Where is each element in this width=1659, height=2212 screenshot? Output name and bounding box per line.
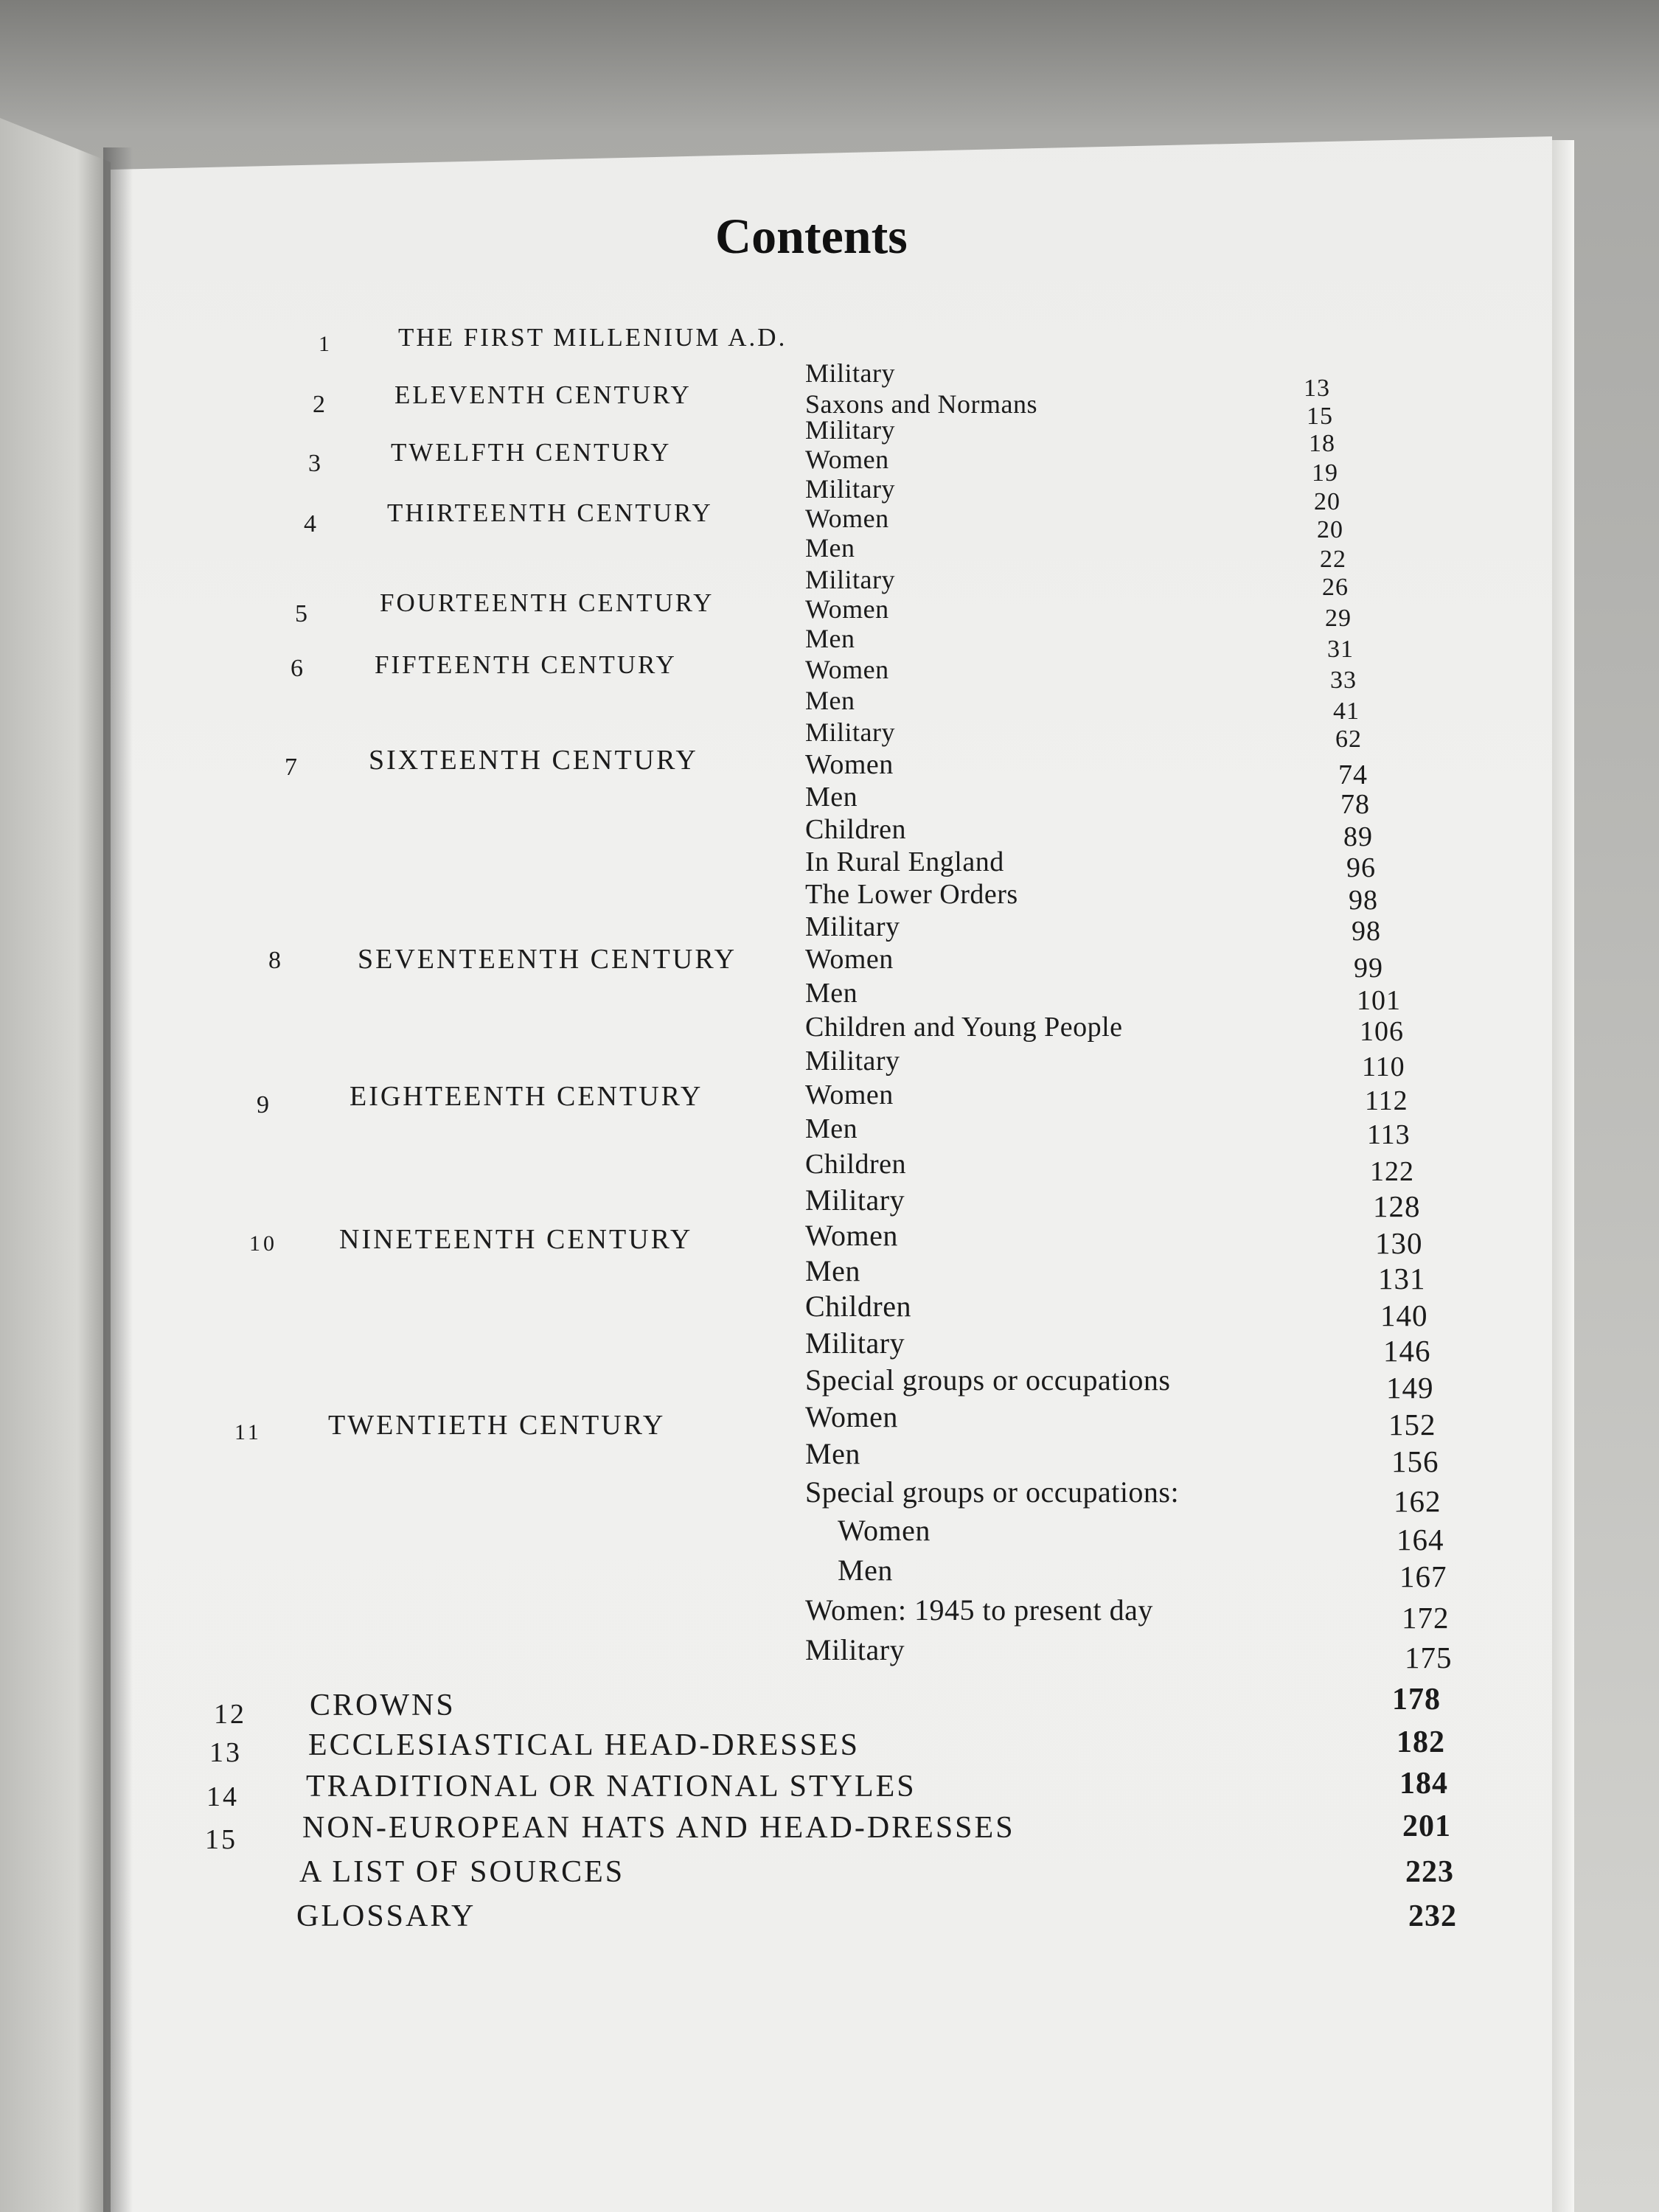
page-number: 22	[1320, 546, 1346, 573]
chapter-title: CROWNS	[310, 1688, 456, 1722]
page-number: 13	[1304, 375, 1330, 402]
chapter-title: SEVENTEENTH CENTURY	[358, 944, 737, 975]
page-number: 20	[1314, 488, 1340, 515]
page-edge	[1552, 140, 1574, 2212]
section-title: Men	[805, 1254, 860, 1287]
section-title: Military	[805, 911, 900, 942]
page-number: 110	[1362, 1051, 1405, 1082]
chapter-number: 11	[234, 1420, 262, 1444]
section-title: Special groups or occupations	[805, 1363, 1171, 1397]
section-title: Children	[805, 814, 906, 845]
page-number: 167	[1399, 1559, 1447, 1593]
section-title: Men	[805, 686, 855, 715]
page-number: 162	[1394, 1484, 1441, 1518]
section-title: Women	[805, 655, 889, 684]
chapter-number: 13	[209, 1737, 242, 1768]
page-number: 131	[1378, 1262, 1426, 1295]
page-number: 149	[1386, 1371, 1434, 1405]
page-number: 182	[1397, 1725, 1445, 1759]
section-title: Military	[805, 717, 895, 747]
chapter-number: 5	[295, 600, 307, 627]
chapter-title: ECCLESIASTICAL HEAD-DRESSES	[308, 1728, 860, 1762]
chapter-title: TWENTIETH CENTURY	[328, 1410, 666, 1441]
section-title: Military	[805, 1046, 900, 1077]
page-number: 140	[1380, 1298, 1428, 1332]
section-title: Men	[838, 1554, 893, 1587]
chapter-number: 10	[249, 1231, 277, 1256]
section-title: Women	[805, 944, 894, 975]
page-number: 18	[1309, 430, 1335, 457]
chapter-number: 4	[304, 510, 316, 538]
spine-shadow	[103, 147, 133, 2212]
section-title: Children and Young People	[805, 1012, 1123, 1043]
section-title: Women	[805, 445, 889, 474]
chapter-title: FIFTEENTH CENTURY	[375, 650, 677, 679]
section-title: Military	[805, 565, 895, 594]
chapter-number: 1	[319, 332, 330, 356]
chapter-title: EIGHTEENTH CENTURY	[349, 1081, 703, 1112]
opposite-page-edge	[0, 118, 111, 2212]
section-title: Men	[805, 978, 858, 1009]
page-number: 146	[1383, 1334, 1431, 1368]
page-title: Contents	[715, 208, 908, 264]
page-number: 98	[1349, 885, 1378, 916]
chapter-title: TRADITIONAL OR NATIONAL STYLES	[306, 1770, 917, 1804]
page-number: 41	[1333, 698, 1360, 725]
page-number: 15	[1307, 403, 1333, 430]
chapter-title: SIXTEENTH CENTURY	[369, 745, 698, 776]
page-number: 33	[1330, 667, 1357, 694]
page-number: 164	[1397, 1523, 1444, 1557]
page-number: 130	[1375, 1226, 1423, 1260]
page-number: 78	[1340, 789, 1370, 820]
chapter-title: THE FIRST MILLENIUM A.D.	[398, 323, 787, 352]
page-number: 29	[1325, 605, 1352, 632]
chapter-title: TWELFTH CENTURY	[391, 438, 672, 467]
page-number: 201	[1402, 1809, 1451, 1843]
section-title: In Rural England	[805, 846, 1004, 877]
page-number: 20	[1317, 516, 1343, 543]
page-number: 19	[1312, 459, 1338, 487]
chapter-title: ELEVENTH CENTURY	[394, 380, 692, 409]
chapter-title: THIRTEENTH CENTURY	[387, 498, 713, 527]
section-title: Special groups or occupations:	[805, 1475, 1180, 1509]
chapter-title: GLOSSARY	[296, 1899, 476, 1933]
section-title: Women	[805, 1079, 894, 1110]
section-title: Children	[805, 1149, 906, 1180]
section-title: Men	[805, 1113, 858, 1144]
page-number: 89	[1343, 821, 1373, 852]
chapter-number: 3	[308, 450, 321, 477]
section-title: Military	[805, 1633, 905, 1666]
section-title: Women	[805, 594, 889, 624]
chapter-number: 8	[268, 947, 281, 974]
chapter-title: NON-EUROPEAN HATS AND HEAD-DRESSES	[302, 1811, 1015, 1845]
chapter-number: 9	[257, 1091, 269, 1119]
page-number: 128	[1373, 1189, 1421, 1223]
section-title: The Lower Orders	[805, 879, 1018, 910]
chapter-title: NINETEENTH CENTURY	[339, 1224, 693, 1255]
section-title: Men	[805, 624, 855, 653]
page-number: 112	[1365, 1085, 1408, 1116]
chapter-number: 15	[205, 1824, 237, 1855]
page-number: 122	[1370, 1156, 1414, 1187]
chapter-number: 14	[206, 1781, 239, 1812]
section-title: Military	[805, 358, 895, 388]
section-title: Children	[805, 1290, 911, 1323]
chapter-number: 12	[214, 1699, 246, 1730]
page-number: 152	[1388, 1408, 1436, 1441]
page-number: 232	[1408, 1899, 1457, 1933]
section-title: Women	[805, 749, 894, 780]
section-title: Military	[805, 474, 895, 504]
chapter-number: 6	[291, 655, 303, 682]
section-title: Men	[805, 782, 858, 813]
section-title: Women	[805, 1219, 898, 1252]
section-title: Men	[805, 533, 855, 563]
page-number: 101	[1357, 985, 1401, 1016]
section-title: Men	[805, 1437, 860, 1470]
section-title: Women	[838, 1514, 931, 1547]
page-number: 62	[1335, 726, 1362, 753]
page-number: 156	[1391, 1444, 1439, 1478]
section-title: Military	[805, 1326, 905, 1360]
chapter-title: FOURTEENTH CENTURY	[380, 588, 714, 617]
page-number: 175	[1405, 1641, 1453, 1674]
page-number: 184	[1399, 1767, 1448, 1801]
section-title: Women: 1945 to present day	[805, 1593, 1153, 1627]
section-title: Women	[805, 504, 889, 533]
section-title: Military	[805, 415, 895, 445]
section-title: Saxons and Normans	[805, 389, 1037, 419]
chapter-number: 7	[285, 754, 297, 781]
page-number: 98	[1352, 916, 1381, 947]
page-number: 31	[1327, 636, 1354, 663]
page-number: 113	[1367, 1119, 1411, 1150]
section-title: Military	[805, 1183, 905, 1217]
page-number: 99	[1354, 953, 1383, 984]
chapter-title: A LIST OF SOURCES	[299, 1855, 625, 1889]
page-number: 178	[1392, 1683, 1441, 1717]
page-number: 26	[1322, 574, 1349, 601]
page-number: 106	[1360, 1016, 1404, 1047]
page-number: 172	[1402, 1601, 1450, 1635]
page-number: 74	[1338, 759, 1368, 790]
page-number: 223	[1405, 1855, 1454, 1889]
page-number: 96	[1346, 852, 1376, 883]
chapter-number: 2	[313, 391, 325, 418]
section-title: Women	[805, 1400, 898, 1433]
